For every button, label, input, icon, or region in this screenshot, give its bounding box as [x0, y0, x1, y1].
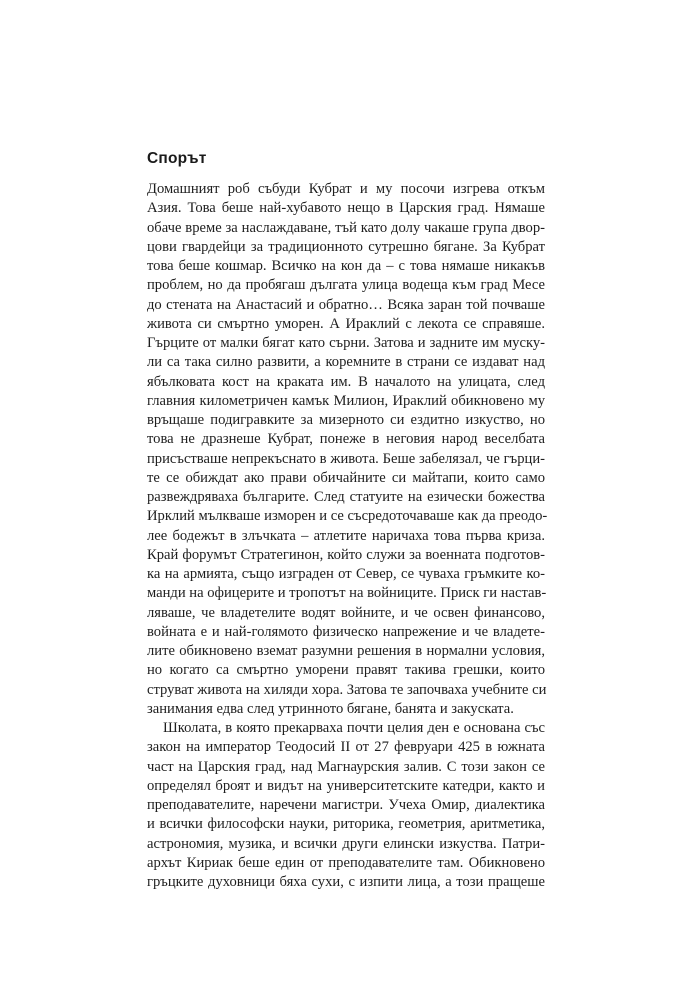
text-line: и всички философски науки, риторика, геометрия, аритметика, — [147, 816, 545, 833]
text-line: Школата, в която прекарваха почти целия ден е основана със — [163, 720, 545, 736]
text-line: Край форумът Стратегинон, който служи за военната подготов- — [147, 546, 545, 563]
text-line: войната е и най-голямото физическо напрежение и че владете- — [147, 623, 545, 640]
text-line: Ирклий мълкваше изморен и се съсредоточаваше как да преодо- — [147, 508, 548, 525]
text-line: манди на офицерите и тропотът на войниците. Приск ги настав- — [147, 585, 547, 602]
chapter-heading: Спорът — [147, 150, 207, 167]
text-line: цови гвардейци за традиционното сутрешно бягане. За Кубрат — [147, 238, 545, 255]
text-line: ли са така силно развити, а коремните в страни се издават над — [147, 354, 545, 371]
text-line: архът Кириак беше един от преподавателите там. Обикновено — [147, 854, 545, 871]
text-line: Домашният роб събуди Кубрат и му посочи изгрева откъм — [147, 181, 545, 197]
text-line: главния километричен камък Милион, Ираклий обикновено му — [147, 392, 545, 409]
text-line: това беше кошмар. Всичко на кон да – с това нямаше никакъв — [147, 258, 545, 274]
text-line: те се обиждат ако прави обичайните си майтапи, които само — [147, 469, 545, 486]
text-line: ляваше, че владетелите водят войните, и че освен финансово, — [147, 604, 545, 621]
text-line: живота си смъртно уморен. А Ираклий с лекота се справяше. — [147, 315, 545, 332]
text-line: занимания едва след утринното бягане, банята и закуската. — [147, 700, 514, 717]
text-line: закон на император Теодосий II от 27 февруари 425 в южната — [147, 739, 545, 756]
text-line: преподавателите, наречени магистри. Учеха Омир, диалектика — [147, 797, 545, 813]
text-line: присъстваше непрекъснато в живота. Беше забелязал, че гърци- — [147, 450, 545, 467]
text-line: гръцките духовници бяха сухи, с изпити лица, а този пращеше — [147, 874, 545, 890]
paragraph-2 — [147, 719, 545, 892]
text-line: проблем, но да пробягаш дългата улица водеща към град Месе — [147, 277, 545, 294]
paragraph-1 — [147, 180, 548, 719]
text-line: астрономия, музика, и всички други елински изкуства. Патри- — [147, 835, 545, 852]
text-line: връщаше подигравките за мизерното си ездитно изкуство, но — [147, 412, 545, 428]
text-line: това не дразнеше Кубрат, понеже в неговия народ веселбата — [147, 431, 545, 448]
text-line: но когато са смъртно уморени правят такива грешки, които — [147, 662, 545, 679]
text-line: ябълковата кост на краката им. В началото на улицата, след — [147, 373, 545, 390]
text-line: Гърците от малки бягат като сърни. Затова и задните им муску- — [147, 335, 545, 351]
text-line: Азия. Това беше най-хубавото нещо в Царския град. Нямаше — [147, 200, 545, 217]
text-line: развеждряваха българите. След статуите на езически божества — [147, 489, 545, 505]
text-line: определял броят и видът на университетските катедри, както и — [147, 777, 545, 794]
text-line: до стената на Анастасий и обратно… Всяка заран той почваше — [147, 296, 545, 313]
text-line: част на Царския град, над Магнаурския залив. С този закон се — [147, 758, 545, 775]
text-line: лее бодежът в злъчката – атлетите наричаха това първа криза. — [147, 527, 545, 544]
body-text — [147, 180, 548, 892]
text-line: лите обикновено вземат разумни решения в нормални условия, — [147, 643, 545, 659]
text-line: струват живота на хиляди хора. Затова те започваха учебните си — [147, 681, 547, 698]
text-line: ка на армията, също изграден от Север, се чуваха гръмките ко- — [147, 566, 545, 582]
text-line: обаче време за наслаждаване, тъй като долу чакаше група двор- — [147, 219, 545, 236]
